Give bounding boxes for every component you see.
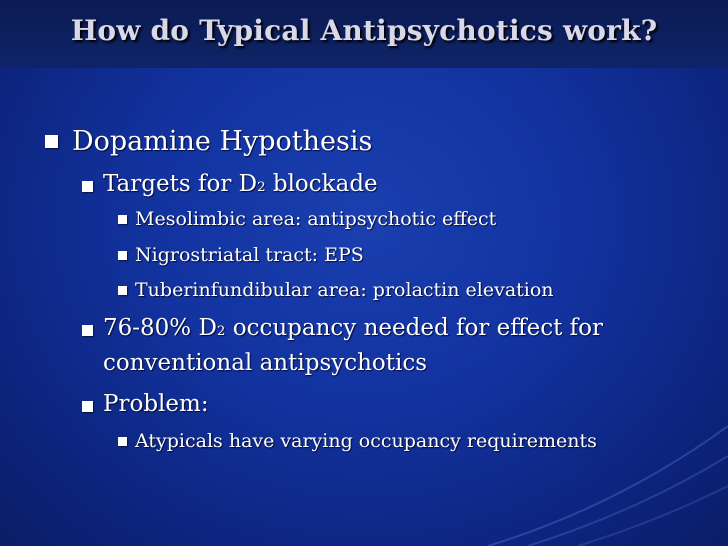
bullet-text: occupancy needed for effect for (225, 315, 603, 341)
bullet-occupancy-line2: conventional antipsychotics (103, 350, 428, 376)
bullet-problem: Problem: (103, 391, 209, 417)
bullet-square-icon (82, 325, 93, 336)
bullet-atypicals: Atypicals have varying occupancy requirements (135, 430, 597, 452)
bullet-targets-d2 (103, 171, 378, 197)
bullet-square-icon (45, 135, 58, 148)
bullet-tuberinfundibular: Tuberinfundibular area: prolactin elevation (135, 279, 554, 301)
subscript: 2 (216, 324, 226, 339)
bullet-nigrostriatal: Nigrostriatal tract: EPS (135, 244, 364, 266)
bullet-square-icon (82, 401, 93, 412)
bullet-square-icon (82, 181, 93, 192)
background-swirl (468, 386, 728, 546)
bullet-square-icon (118, 437, 127, 446)
bullet-occupancy (103, 315, 603, 341)
slide-title: How do Typical Antipsychotics work? (70, 14, 658, 47)
subscript: 2 (257, 180, 266, 195)
bullet-text: Targets for D (103, 171, 258, 197)
bullet-text: 76-80% D (103, 315, 217, 341)
bullet-mesolimbic: Mesolimbic area: antipsychotic effect (135, 208, 497, 230)
bullet-square-icon (118, 215, 127, 224)
bullet-square-icon (118, 251, 127, 260)
bullet-square-icon (118, 286, 127, 295)
bullet-text: blockade (265, 171, 378, 197)
bullet-dopamine-hypothesis: Dopamine Hypothesis (72, 126, 373, 157)
